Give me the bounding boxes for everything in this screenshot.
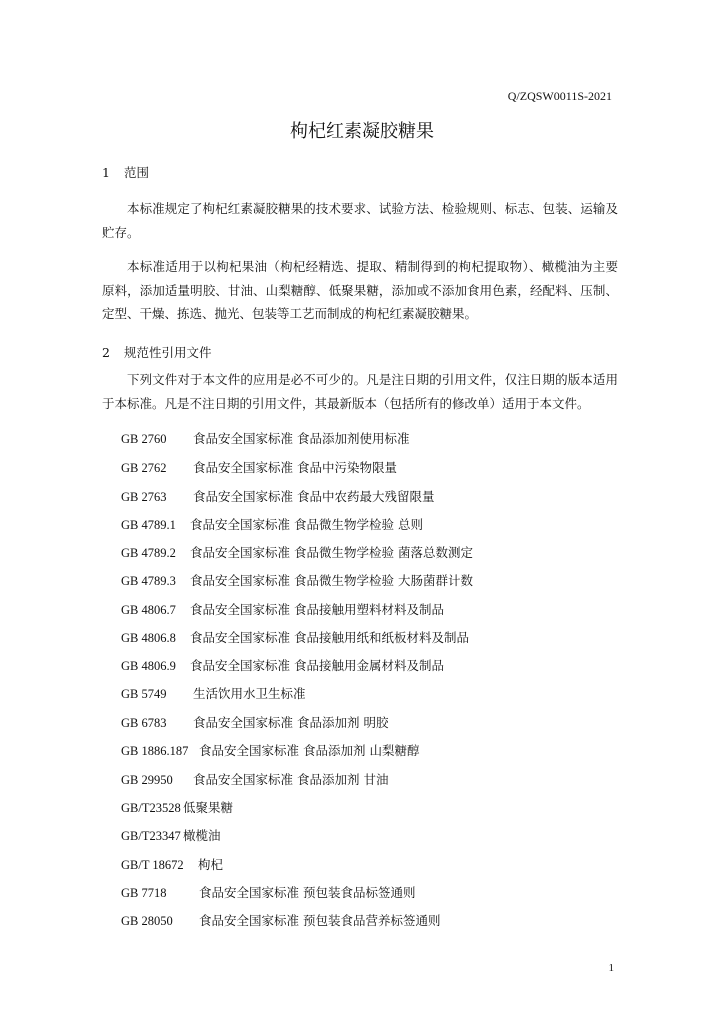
reference-code: GB/T 18672 (121, 858, 184, 872)
reference-title: 食品安全国家标准 食品接触用塑料材料及制品 (190, 602, 444, 617)
reference-item (121, 487, 434, 505)
reference-code: GB 28050 (121, 914, 173, 928)
reference-code: GB 6783 (121, 716, 167, 730)
section-1-paragraph-1: 本标准规定了枸杞红素凝胶糖果的技术要求、试验方法、检验规则、标志、包装、运输及贮存。 (102, 201, 618, 240)
reference-code: GB 2762 (121, 461, 167, 475)
reference-item (121, 515, 423, 533)
reference-item (121, 798, 233, 816)
reference-title: 生活饮用水卫生标准 (193, 686, 306, 701)
reference-item (121, 770, 388, 788)
reference-title: 低聚果糖 (183, 800, 234, 815)
reference-title: 食品安全国家标准 食品添加剂 甘油 (193, 772, 389, 787)
reference-title: 食品安全国家标准 食品接触用金属材料及制品 (190, 658, 444, 673)
reference-code: GB 4806.9 (121, 659, 176, 673)
reference-code: GB 4806.7 (121, 603, 176, 617)
section-1-number: 1 (102, 165, 110, 180)
document-number: Q/ZQSW0011S-2021 (507, 89, 612, 103)
reference-code: GB/T23347 (121, 829, 181, 843)
reference-title: 食品安全国家标准 食品添加剂使用标准 (193, 431, 410, 446)
reference-code: GB 7718 (121, 886, 167, 900)
reference-title: 食品安全国家标准 食品中农药最大残留限量 (193, 489, 435, 504)
reference-item (121, 883, 415, 901)
reference-item (121, 429, 409, 447)
reference-title: 食品安全国家标准 食品微生物学检验 菌落总数测定 (190, 545, 473, 560)
page-title: 枸杞红素凝胶糖果 (290, 121, 434, 142)
reference-code: GB/T23528 (121, 801, 181, 815)
reference-code: GB 4789.1 (121, 518, 176, 532)
reference-code: GB 1886.187 (121, 744, 189, 758)
section-1-heading (102, 163, 149, 181)
reference-item (121, 741, 419, 759)
reference-code: GB 2763 (121, 490, 167, 504)
reference-title: 食品安全国家标准 食品添加剂 山梨糖醇 (199, 743, 420, 758)
reference-title: 食品安全国家标准 食品接触用纸和纸板材料及制品 (190, 630, 469, 645)
section-2-paragraph-1: 下列文件对于本文件的应用是必不可少的。凡是注日期的引用文件，仅注日期的版本适用于本标准。凡是不注日期的引用文件，其最新版本（包括所有的修改单）适用于本文件。 (102, 372, 618, 411)
reference-title: 食品安全国家标准 食品中污染物限量 (193, 460, 397, 475)
reference-title: 食品安全国家标准 食品微生物学检验 总则 (190, 517, 423, 532)
reference-code: GB 4789.2 (121, 546, 176, 560)
reference-title: 食品安全国家标准 食品添加剂 明胶 (193, 715, 389, 730)
reference-item (121, 684, 306, 702)
section-2-title: 规范性引用文件 (123, 345, 212, 360)
reference-item (121, 826, 221, 844)
page-number: 1 (608, 962, 614, 974)
section-1-title: 范围 (123, 165, 149, 180)
reference-item (121, 600, 444, 618)
reference-code: GB 2760 (121, 432, 167, 446)
reference-title: 食品安全国家标准 食品微生物学检验 大肠菌群计数 (190, 573, 473, 588)
section-2-number: 2 (102, 345, 110, 360)
reference-item (121, 656, 444, 674)
reference-item (121, 713, 388, 731)
reference-item (121, 855, 223, 873)
reference-code: GB 5749 (121, 687, 167, 701)
section-2-heading (102, 343, 212, 361)
reference-item (121, 543, 473, 561)
reference-title: 食品安全国家标准 预包装食品标签通则 (199, 885, 416, 900)
reference-title: 橄榄油 (183, 828, 221, 843)
reference-code: GB 4789.3 (121, 574, 176, 588)
reference-code: GB 29950 (121, 773, 173, 787)
reference-code: GB 4806.8 (121, 631, 176, 645)
reference-title: 食品安全国家标准 预包装食品营养标签通则 (199, 913, 441, 928)
reference-item (121, 571, 473, 589)
section-1-paragraph-2: 本标准适用于以枸杞果油（枸杞经精选、提取、精制得到的枸杞提取物）、橄榄油为主要原料，添加适量明胶、甘油、山梨糖醇、低聚果糖，添加或不添加食用色素，经配料、压制、定型、干燥、拣选、抛光、包装等工艺而制成的枸杞红素凝胶糖果。 (102, 259, 618, 321)
reference-item (121, 628, 469, 646)
reference-item (121, 911, 440, 929)
reference-item (121, 458, 397, 476)
reference-title: 枸杞 (198, 857, 224, 872)
